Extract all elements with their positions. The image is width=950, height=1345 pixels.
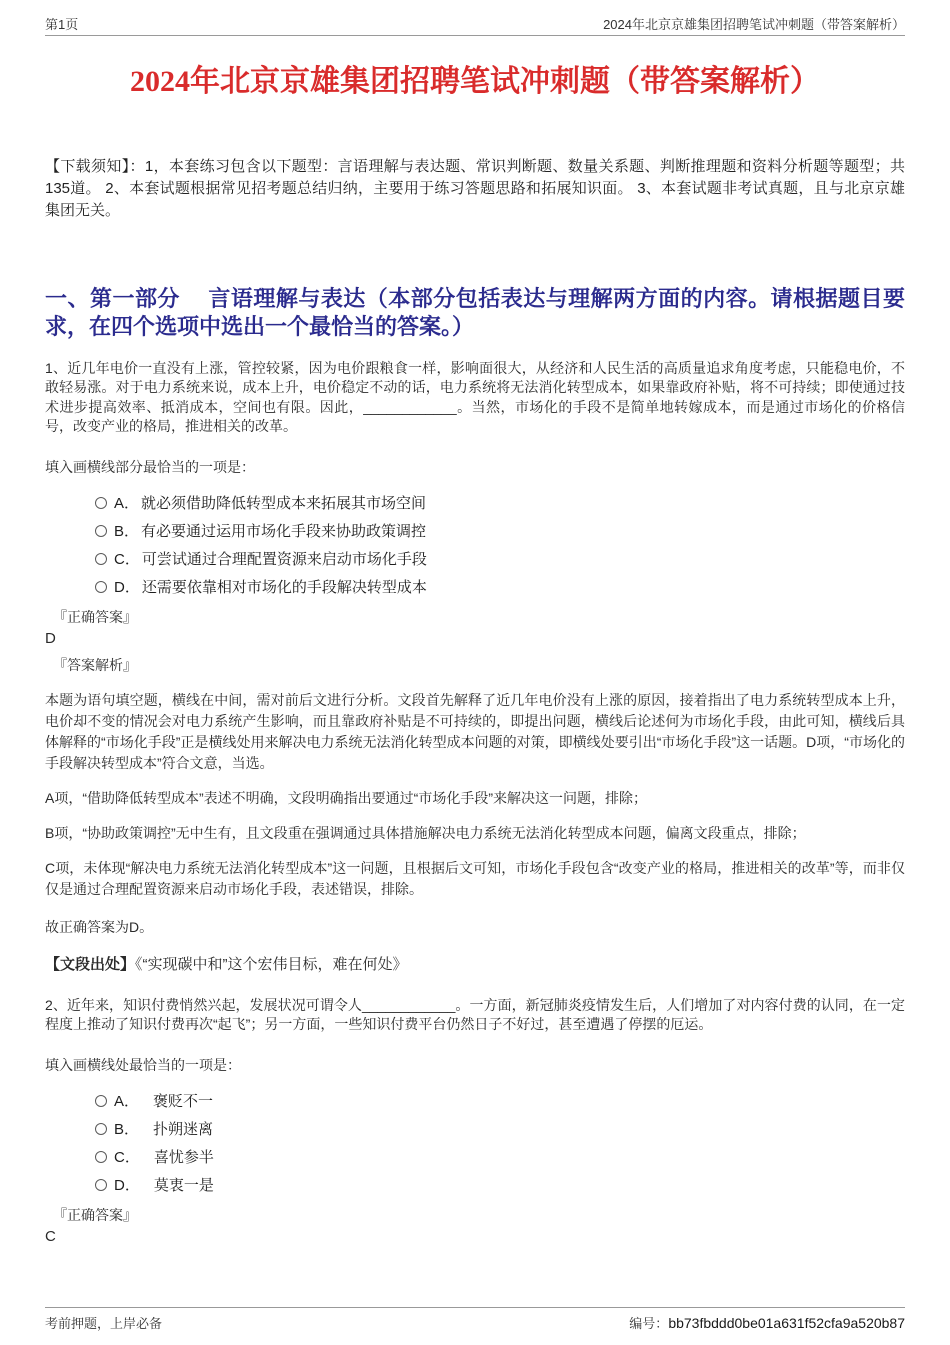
option-text: 扑朔迷离 (153, 1121, 214, 1139)
analysis-conclusion: 故正确答案为D。 (45, 918, 154, 935)
analysis-paragraph: B项，“协助政策调控”无中生有，且文段重在强调通过具体措施解决电力系统无法消化转型成本问题，偏离文段重点，排除； (45, 824, 806, 841)
question-2-stem: 2、近年来，知识付费悄然兴起，发展状况可谓令人____________。一方面，新冠肺炎疫情发生后，人们增加了对内容付费的认同，在一定程度上推动了知识付费再次“起飞”；另一方面，一些知识付费平台仍然日子不好过，甚至遭遇了停摆的厄运。 (45, 996, 905, 1033)
question-1-option-a[interactable] (95, 489, 905, 517)
option-text: 莫衷一是 (153, 1177, 214, 1195)
question-1-stem: 1、近几年电价一直没有上涨，管控较紧，因为电价跟粮食一样，影响面很大，从经济和人民生活的高质量追求角度考虑，只能稳电价，不敢轻易涨。对于电力系统来说，成本上升，电价稳定不动的话，电力系统将无法消化转型成本，如果靠政府补贴，将不可持续；即使通过技术进步提高效率、抵消成本，空间也有限。因此，____________。当然，市场化的手段不是简单地转嫁成本，而是通过市场化的价格信号，改变产业的格局，推进相关的改革。 (45, 359, 905, 435)
option-text: 喜忧参半 (153, 1149, 214, 1167)
question-2-option-c[interactable] (95, 1143, 905, 1171)
section-heading: 一、第一部分 言语理解与表达（本部分包括表达与理解两方面的内容。请根据题目要求，在四个选项中选出一个最恰当的答案。） (45, 286, 905, 340)
question-1-option-d[interactable] (95, 573, 905, 601)
radio-icon[interactable] (95, 581, 107, 593)
serial-value: bb73fbddd0be01a631f52cfa9a520b87 (668, 1315, 905, 1331)
option-letter: A． (114, 1093, 140, 1111)
question-2 (45, 996, 905, 1247)
option-letter: B． (114, 523, 140, 541)
option-letter: D． (114, 1177, 140, 1195)
question-2-option-d[interactable] (95, 1171, 905, 1199)
source-label: 【文段出处】 (45, 955, 136, 973)
correct-answer-label: 『正确答案』 (53, 1206, 137, 1223)
radio-icon[interactable] (95, 525, 107, 537)
page-number: 第1页 (45, 17, 79, 32)
question-2-option-b[interactable] (95, 1115, 905, 1143)
question-1-option-b[interactable] (95, 517, 905, 545)
correct-answer-label: 『正确答案』 (53, 608, 137, 625)
analysis-label: 『答案解析』 (53, 656, 137, 673)
option-text: 就必须借助降低转型成本来拓展其市场空间 (141, 495, 427, 513)
option-letter: B． (114, 1121, 140, 1139)
document-title: 2024年北京京雄集团招聘笔试冲刺题（带答案解析） (130, 65, 820, 98)
page-footer (45, 1307, 905, 1332)
question-1-prompt: 填入画横线部分最恰当的一项是： (45, 458, 255, 475)
question-2-prompt: 填入画横线处最恰当的一项是： (45, 1056, 241, 1073)
radio-icon[interactable] (95, 1179, 107, 1191)
question-1 (45, 359, 905, 975)
radio-icon[interactable] (95, 1123, 107, 1135)
radio-icon[interactable] (95, 553, 107, 565)
source-text: 《“实现碳中和”这个宏伟目标，难在何处》 (135, 955, 408, 973)
question-1-options (95, 489, 905, 601)
option-text: 褒贬不一 (153, 1093, 214, 1111)
radio-icon[interactable] (95, 1095, 107, 1107)
radio-icon[interactable] (95, 1151, 107, 1163)
analysis-paragraph: 本题为语句填空题，横线在中间，需对前后文进行分析。文段首先解释了近几年电价没有上涨的原因，接着指出了电力系统转型成本上升，电价却不变的情况会对电力系统产生影响，而且靠政府补贴是不可持续的，即提出问题，横线后论述何为市场化手段，由此可知，横线后具体解释的“市场化手段”正是横线处用来解决电力系统无法消化转型成本问题的对策，即横线处要引出“市场化手段”这一话题。D项，“市场化的手段解决转型成本”符合文意，当选。 (45, 691, 905, 771)
source-line (45, 954, 905, 975)
analysis-paragraph: A项，“借助降低转型成本”表述不明确，文段明确指出要通过“市场化手段”来解决这一问题，排除； (45, 789, 647, 806)
correct-answer-value: C (45, 1227, 56, 1245)
option-letter: D． (114, 579, 140, 597)
radio-icon[interactable] (95, 497, 107, 509)
footer-slogan: 考前押题，上岸必备 (45, 1316, 163, 1331)
header-doc-title: 2024年北京京雄集团招聘笔试冲刺题（带答案解析） (603, 17, 905, 32)
footer-serial (629, 1313, 905, 1332)
analysis-paragraph: C项，未体现“解决电力系统无法消化转型成本”这一问题，且根据后文可知，市场化手段包含“改变产业的格局，推进相关的改革”等，而非仅仅是通过合理配置资源来启动市场化手段，表述错误，排除。 (45, 859, 905, 897)
option-letter: C． (114, 551, 140, 569)
question-2-option-a[interactable] (95, 1087, 905, 1115)
option-text: 有必要通过运用市场化手段来协助政策调控 (141, 523, 427, 541)
question-1-option-c[interactable] (95, 545, 905, 573)
page-header (45, 14, 905, 36)
question-2-options (95, 1087, 905, 1199)
option-text: 还需要依靠相对市场化的手段解决转型成本 (141, 579, 427, 597)
download-notice: 【下载须知】：1，本套练习包含以下题型：言语理解与表达题、常识判断题、数量关系题、判断推理题和资料分析题等题型；共135道。 2、本套试题根据常见招考题总结归纳，主要用于练习答题思路和拓展知识面。 3、本套试题非考试真题，且与北京京雄集团无关。 (45, 158, 905, 219)
option-letter: A． (114, 495, 140, 513)
option-letter: C． (114, 1149, 140, 1167)
option-text: 可尝试通过合理配置资源来启动市场化手段 (141, 551, 427, 569)
correct-answer-value: D (45, 629, 56, 647)
serial-label: 编号： (629, 1316, 669, 1331)
